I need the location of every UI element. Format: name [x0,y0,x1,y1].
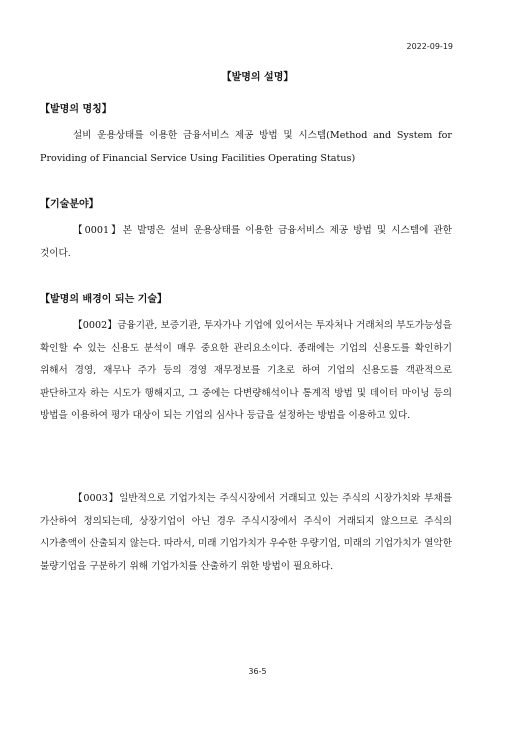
section-heading-invention-title: 【발명의 명칭】 [40,104,112,115]
paragraph-0001: 【0001】본 발명은 설비 운용상태를 이용한 금융서비스 제공 방법 및 시스템에 관한 것이다. [40,225,452,259]
document-date: 2022-09-19 [406,42,453,51]
document-title: 【발명의 설명】 [221,72,294,83]
invention-title-text: 설비 운용상태를 이용한 금융서비스 제공 방법 및 시스템(Method and System for Providing of Financial Service Using Facilities Operating Status) [40,130,452,164]
section-heading-technical-field: 【기술분야】 [40,199,99,210]
paragraph-0002: 【0002】금융기관, 보증기관, 투자가나 기업에 있어서는 투자처나 거래처의 부도가능성을 확인할 수 있는 신용도 분석이 매우 중요한 관리요소이다. 종래에는 기업의 신용도를 확인하기 위해서 경영, 재무나 주가 등의 경영 재무정보를 기초로 하여 기업의 신용도를 객관적으로 판단하고자 하는 시도가 행해지고, 그 중에는 다변량해석이나 통계적 방법 및 데이터 마이닝 등의 방법을 이용하여 평가 대상이 되는 기업의 심사나 등급을 설정하는 방법을 이용하고 있다. [40,320,452,421]
paragraph-0003: 【0003】일반적으로 기업가치는 주식시장에서 거래되고 있는 주식의 시장가치와 부채를 가산하여 정의되는데, 상장기업이 아닌 경우 주식시장에서 주식이 거래되지 않으므로 주식의 시가총액이 산출되지 않는다. 따라서, 미래 기업가치가 우수한 우량기업, 미래의 기업가치가 열악한 불량기업을 구분하기 위해 기업가치를 산출하기 위한 방법이 필요하다. [40,493,452,572]
page-number: 36-5 [248,667,267,676]
section-heading-background-art: 【발명의 배경이 되는 기술】 [40,294,168,305]
